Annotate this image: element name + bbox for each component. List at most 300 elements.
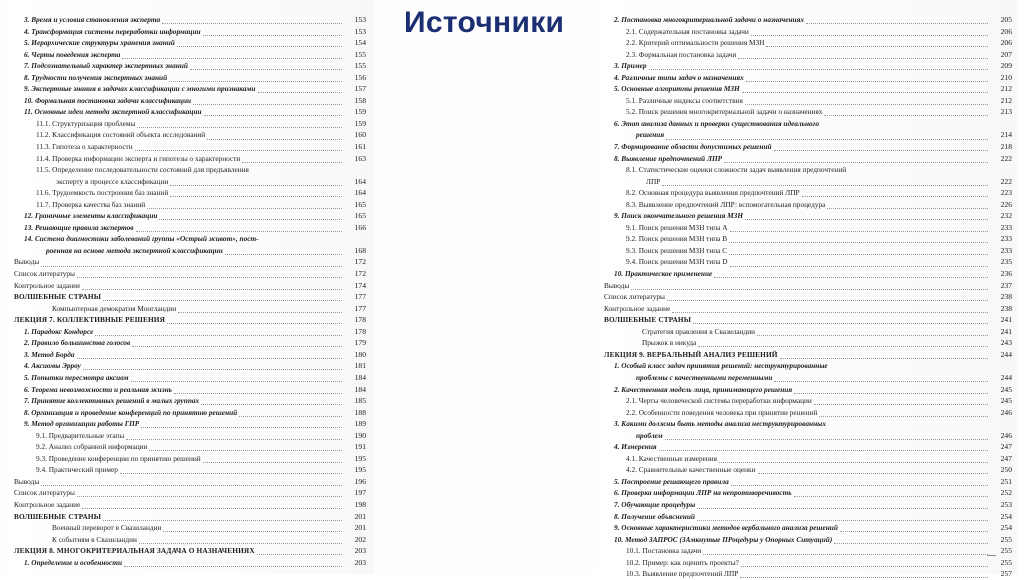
toc-entry[interactable] — [14, 557, 366, 569]
toc-entry-label: 5.2. Поиск решения многокритериальной задачи о назначениях — [626, 107, 823, 117]
toc-entry-label: 7. Подсознательный характер экспертных знаний — [24, 61, 188, 71]
toc-leader-dots — [261, 242, 342, 243]
toc-leader-dots — [766, 45, 988, 47]
toc-entry[interactable] — [604, 118, 1012, 130]
toc-leader-dots — [174, 392, 342, 394]
toc-entry-label: 2.2. Критерий оптимальности решения МЗН — [626, 38, 765, 48]
toc-entry-label: 14. Система диагностики заболеваний группы «Острый живот», пост- — [24, 234, 259, 244]
toc-leader-dots — [665, 438, 988, 440]
toc-leader-dots — [848, 173, 988, 174]
toc-leader-dots — [714, 276, 988, 278]
toc-entry-page-number: 252 — [1000, 488, 1012, 498]
toc-entry-page-number: 164 — [354, 188, 366, 198]
toc-leader-dots — [693, 322, 988, 324]
toc-entry-label: 13. Решающие правила экспертов — [24, 222, 134, 232]
toc-entry[interactable] — [14, 199, 366, 211]
toc-entry[interactable] — [604, 337, 1012, 349]
toc-entry[interactable] — [604, 476, 1012, 488]
toc-entry-label: 7. Принятие коллективных решений в малых группах — [24, 396, 200, 406]
toc-entry[interactable] — [604, 534, 1012, 546]
toc-entry-label: ЛЕКЦИЯ 7. КОЛЛЕКТИВНЫЕ РЕШЕНИЯ — [14, 315, 166, 325]
toc-entry-label: 9.3. Проведение конференции по принятию решений — [36, 453, 201, 463]
toc-entry[interactable] — [604, 83, 1012, 95]
toc-entry-page-number: 161 — [354, 142, 366, 152]
toc-entry[interactable] — [604, 499, 1012, 511]
toc-entry-page-number: 254 — [1000, 511, 1012, 521]
toc-leader-dots — [729, 253, 988, 255]
toc-leader-dots — [203, 34, 342, 36]
toc-entry[interactable] — [14, 37, 366, 49]
toc-entry-label: 8. Организация и проведение конференций по принятию решений — [24, 407, 238, 417]
toc-entry[interactable] — [604, 511, 1012, 523]
toc-entry[interactable] — [14, 256, 366, 268]
toc-entry[interactable] — [604, 60, 1012, 72]
toc-leader-dots — [41, 484, 342, 486]
toc-entry-label: 6. Этап анализа данных и проверки существования идеального — [614, 118, 820, 128]
toc-entry-label: 2.3. Формальная постановка задачи — [626, 49, 737, 59]
toc-entry[interactable] — [604, 141, 1012, 153]
toc-entry-label: 11.4. Проверка информации эксперта и гипотезы о характерности — [36, 153, 241, 163]
toc-entry-page-number: 218 — [1000, 142, 1012, 152]
toc-entry-label: Список литературы — [604, 292, 665, 302]
toc-entry-label: 11.2. Классификация состояний объекта исследований — [36, 130, 206, 140]
toc-leader-dots — [120, 472, 342, 474]
toc-leader-dots — [136, 230, 342, 232]
toc-leader-dots — [122, 57, 342, 59]
toc-entry-page-number: 214 — [1000, 130, 1012, 140]
toc-entry-page-number: 158 — [354, 95, 366, 105]
toc-entry[interactable] — [604, 222, 1012, 234]
toc-leader-dots — [821, 127, 988, 128]
toc-entry-label: 9.4. Практический пример — [36, 465, 118, 475]
toc-entry-label: 10.3. Выявление предпочтений ЛПР — [626, 569, 739, 579]
toc-entry-page-number: 238 — [1000, 292, 1012, 302]
toc-entry-label: Контрольное задание — [14, 499, 81, 509]
toc-entry-page-number: 223 — [1000, 188, 1012, 198]
toc-entry-label: роенная на основе метода экспертной классификации — [46, 245, 223, 255]
toc-entry-label: 1. Парадокс Кондорсе — [24, 326, 94, 336]
toc-entry[interactable] — [14, 291, 366, 303]
toc-leader-dots — [167, 322, 342, 324]
toc-entry[interactable] — [604, 360, 1012, 372]
toc-entry[interactable] — [14, 95, 366, 107]
toc-entry[interactable] — [14, 499, 366, 511]
toc-entry[interactable] — [14, 430, 366, 442]
toc-entry[interactable] — [604, 280, 1012, 292]
toc-entry-page-number: 178 — [354, 315, 366, 325]
toc-leader-dots — [170, 184, 342, 186]
toc-entry-label: 9. Основные характеристики методов вербального анализа решений — [614, 523, 838, 533]
toc-leader-dots — [207, 138, 342, 140]
toc-entry[interactable] — [14, 441, 366, 453]
scan-corner-mark — [987, 555, 996, 556]
toc-entry-page-number: 202 — [354, 534, 366, 544]
toc-entry[interactable] — [604, 418, 1012, 430]
toc-entry[interactable] — [604, 95, 1012, 107]
toc-leader-dots — [774, 380, 988, 382]
toc-entry-label: 8.2. Основная процедура выявления предпочтений ЛПР — [626, 188, 800, 198]
toc-entry-page-number: 190 — [354, 430, 366, 440]
toc-entry[interactable] — [604, 129, 1012, 141]
toc-entry-page-number: 197 — [354, 488, 366, 498]
toc-entry[interactable] — [604, 441, 1012, 453]
toc-entry-label: 11.3. Гипотеза о характерности — [36, 142, 133, 152]
toc-entry[interactable] — [14, 487, 366, 499]
toc-entry[interactable] — [14, 464, 366, 476]
toc-entry-label: 2.1. Черты человеческой системы переработки информации — [626, 396, 812, 406]
toc-leader-dots — [239, 415, 342, 417]
toc-entry[interactable] — [14, 176, 366, 188]
toc-leader-dots — [83, 368, 342, 370]
toc-leader-dots — [703, 553, 988, 555]
toc-entry[interactable] — [604, 106, 1012, 118]
toc-entry-page-number: 250 — [1000, 465, 1012, 475]
toc-entry-label: 9. Поиск окончательного решения МЗН — [614, 211, 744, 221]
toc-entry[interactable] — [14, 418, 366, 430]
toc-entry[interactable] — [604, 522, 1012, 534]
toc-entry[interactable] — [14, 453, 366, 465]
toc-entry-page-number: 233 — [1000, 234, 1012, 244]
toc-entry[interactable] — [14, 164, 366, 176]
toc-leader-dots — [806, 22, 988, 24]
toc-leader-dots — [159, 218, 342, 220]
toc-entry[interactable] — [14, 60, 366, 72]
toc-leader-dots — [824, 114, 988, 116]
toc-entry-label: эксперту в процессе классификации — [56, 176, 169, 186]
toc-entry[interactable] — [604, 453, 1012, 465]
toc-entry-label: проблемы с качественными переменными — [636, 372, 773, 382]
toc-entry-label: 9. Метод организации работы ГПР — [24, 419, 140, 429]
toc-entry-label: 9.1. Поиск решения МЗН типа A — [626, 222, 728, 232]
toc-entry-label: 1. Особый класс задач принятия решений: неструктурированные — [614, 361, 828, 371]
toc-entry-page-number: 238 — [1000, 303, 1012, 313]
toc-entry-label: 9.2. Анализ собранной информации — [36, 442, 148, 452]
toc-entry-page-number: 212 — [1000, 84, 1012, 94]
toc-entry[interactable] — [14, 407, 366, 419]
toc-entry-page-number: 235 — [1000, 257, 1012, 267]
toc-entry-label: 12. Граничные элементы классификации — [24, 211, 158, 221]
toc-entry[interactable] — [14, 326, 366, 338]
toc-entry-page-number: 180 — [354, 349, 366, 359]
toc-entry-label: 8.3. Выявление предпочтений ЛПР: вспомогательная процедура — [626, 199, 826, 209]
toc-entry-page-number: 206 — [1000, 26, 1012, 36]
toc-entry[interactable] — [14, 129, 366, 141]
toc-entry-page-number: 253 — [1000, 499, 1012, 509]
toc-entry[interactable] — [604, 245, 1012, 257]
toc-entry[interactable] — [14, 49, 366, 61]
toc-entry[interactable] — [14, 72, 366, 84]
toc-leader-dots — [201, 403, 342, 405]
toc-leader-dots — [794, 495, 988, 497]
toc-entry[interactable] — [604, 430, 1012, 442]
toc-leader-dots — [724, 161, 988, 163]
toc-entry-label: 2.2. Особенности поведения человека при принятии решений — [626, 407, 818, 417]
toc-leader-dots — [745, 103, 988, 105]
toc-leader-dots — [729, 241, 988, 243]
toc-entry[interactable] — [14, 83, 366, 95]
toc-leader-dots — [840, 530, 988, 532]
toc-entry[interactable] — [604, 210, 1012, 222]
toc-entry-label: ЛЕКЦИЯ 9. ВЕРБАЛЬНЫЙ АНАЛИЗ РЕШЕНИЙ — [604, 349, 778, 359]
toc-leader-dots — [834, 542, 988, 544]
toc-leader-dots — [719, 461, 988, 463]
toc-entry-page-number: 213 — [1000, 107, 1012, 117]
toc-entry[interactable] — [14, 395, 366, 407]
toc-entry[interactable] — [604, 545, 1012, 557]
toc-entry[interactable] — [14, 349, 366, 361]
toc-entry[interactable] — [14, 118, 366, 130]
toc-entry[interactable] — [604, 176, 1012, 188]
toc-entry[interactable] — [604, 164, 1012, 176]
toc-entry[interactable] — [604, 199, 1012, 211]
toc-entry-label: 6. Теорема невозможности и реальная жизнь — [24, 384, 172, 394]
toc-entry[interactable] — [14, 245, 366, 257]
toc-entry-label: 5.1. Различные индексы соответствия — [626, 95, 743, 105]
toc-entry-label: 3. Пример — [614, 61, 647, 71]
toc-entry[interactable] — [604, 326, 1012, 338]
toc-leader-dots — [697, 507, 988, 509]
toc-leader-dots — [828, 427, 988, 428]
toc-entry[interactable] — [604, 349, 1012, 361]
toc-entry-page-number: 154 — [354, 38, 366, 48]
toc-entry-label: ЛПР — [646, 176, 661, 186]
toc-entry[interactable] — [14, 141, 366, 153]
toc-leader-dots — [774, 149, 988, 151]
toc-entry-page-number: 178 — [354, 326, 366, 336]
toc-leader-dots — [178, 311, 342, 313]
toc-entry-label: решения — [636, 130, 665, 140]
toc-entry-label: Выводы — [14, 476, 40, 486]
toc-entry-label: 9.2. Поиск решения МЗН типа B — [626, 234, 728, 244]
toc-entry-page-number: 198 — [354, 499, 366, 509]
toc-entry-page-number: 184 — [354, 372, 366, 382]
toc-entry[interactable] — [14, 384, 366, 396]
toc-entry-label: 3. Время и условия становления эксперта — [24, 15, 161, 24]
toc-entry-label: Военный переворот в Свазиландии — [52, 523, 162, 533]
toc-entry-label: 11. Основные идеи метода экспертной классификации — [24, 107, 202, 117]
toc-entry[interactable] — [14, 187, 366, 199]
toc-entry[interactable] — [14, 534, 366, 546]
toc-entry[interactable] — [604, 407, 1012, 419]
toc-entry-label: Выводы — [604, 280, 630, 290]
toc-entry-page-number: 222 — [1000, 153, 1012, 163]
toc-entry-label: 5. Иерархические структуры хранения знаний — [24, 38, 175, 48]
toc-leader-dots — [794, 392, 988, 394]
toc-entry-label: 10.1. Постановка задачи — [626, 546, 702, 556]
toc-entry[interactable] — [14, 372, 366, 384]
toc-leader-dots — [77, 276, 342, 278]
toc-entry[interactable] — [14, 545, 366, 557]
toc-leader-dots — [251, 173, 342, 174]
toc-entry[interactable] — [604, 26, 1012, 38]
toc-entry-label: 11.6. Трудоемкость построения баз знаний — [36, 188, 169, 198]
toc-entry-label: Список литературы — [14, 488, 75, 498]
toc-entry-page-number: 255 — [1000, 546, 1012, 556]
toc-entry[interactable] — [14, 268, 366, 280]
toc-entry-label: ВОЛШЕБНЫЕ СТРАНЫ — [604, 315, 692, 325]
toc-leader-dots — [746, 80, 988, 82]
toc-entry-page-number: 177 — [354, 292, 366, 302]
toc-entry-label: Компьютерная демократия Монгландии — [52, 303, 177, 313]
toc-entry[interactable] — [604, 372, 1012, 384]
toc-entry-page-number: 247 — [1000, 453, 1012, 463]
toc-entry-label: 11.1. Структуризация проблемы — [36, 118, 136, 128]
toc-entry-label: 10. Метод ЗАПРОС (ЗАмкнутые ПРоцедуры у Опорных Ситуаций) — [614, 534, 833, 544]
toc-entry[interactable] — [604, 395, 1012, 407]
toc-leader-dots — [177, 45, 342, 47]
toc-entry[interactable] — [604, 464, 1012, 476]
toc-entry[interactable] — [604, 14, 1012, 26]
toc-leader-dots — [190, 68, 342, 70]
toc-entry-page-number: 232 — [1000, 211, 1012, 221]
toc-leader-dots — [132, 345, 342, 347]
toc-entry-label: ЛЕКЦИЯ 8. МНОГОКРИТЕРИАЛЬНАЯ ЗАДАЧА О НАЗНАЧЕНИЯХ — [14, 546, 255, 556]
toc-entry-label: Список литературы — [14, 269, 75, 279]
toc-entry-label: 2. Правило большинства голосов — [24, 338, 131, 348]
toc-leader-dots — [830, 369, 988, 370]
toc-entry-page-number: 233 — [1000, 222, 1012, 232]
toc-entry[interactable] — [14, 314, 366, 326]
toc-entry-page-number: 160 — [354, 130, 366, 140]
toc-entry-page-number: 189 — [354, 419, 366, 429]
toc-entry[interactable] — [14, 106, 366, 118]
toc-entry[interactable] — [14, 222, 366, 234]
toc-leader-dots — [170, 195, 342, 197]
toc-entry[interactable] — [604, 314, 1012, 326]
toc-leader-dots — [741, 565, 988, 567]
toc-entry-label: 9.4. Поиск решения МЗН типа D — [626, 257, 728, 267]
toc-entry[interactable] — [604, 37, 1012, 49]
toc-entry[interactable] — [14, 26, 366, 38]
toc-entry[interactable] — [604, 384, 1012, 396]
toc-entry[interactable] — [604, 72, 1012, 84]
toc-entry[interactable] — [604, 49, 1012, 61]
toc-entry-page-number: 222 — [1000, 176, 1012, 186]
toc-entry-page-number: 205 — [1000, 15, 1012, 24]
toc-entry-page-number: 165 — [354, 211, 366, 221]
toc-leader-dots — [730, 230, 988, 232]
toc-entry-page-number: 166 — [354, 222, 366, 232]
toc-entry[interactable] — [604, 153, 1012, 165]
toc-leader-dots — [819, 415, 988, 417]
toc-entry[interactable] — [14, 153, 366, 165]
toc-entry-page-number: 155 — [354, 61, 366, 71]
toc-leader-dots — [745, 218, 988, 220]
toc-leader-dots — [82, 507, 342, 509]
toc-entry[interactable] — [604, 233, 1012, 245]
toc-entry[interactable] — [14, 476, 366, 488]
toc-entry-label: Прыжок в никуда — [642, 338, 697, 348]
toc-entry[interactable] — [14, 522, 366, 534]
toc-entry-page-number: 243 — [1000, 338, 1012, 348]
toc-leader-dots — [740, 576, 988, 578]
toc-entry[interactable] — [14, 511, 366, 523]
toc-leader-dots — [137, 126, 342, 128]
toc-entry-label: 8.1. Статистические оценки сложности задач выявления предпочтений — [626, 165, 847, 175]
toc-entry[interactable] — [604, 187, 1012, 199]
toc-entry-label: 2.1. Содержательная постановка задачи — [626, 26, 749, 36]
toc-entry[interactable] — [14, 14, 366, 26]
toc-leader-dots — [827, 207, 988, 209]
toc-entry-label: 8. Выявление предпочтений ЛПР — [614, 153, 723, 163]
toc-entry-label: Контрольное задание — [604, 303, 671, 313]
toc-leader-dots — [163, 530, 342, 532]
toc-leader-dots — [802, 195, 988, 197]
toc-entry-label: 6. Проверка информации ЛПР на непротиворечивость — [614, 488, 792, 498]
toc-leader-dots — [814, 403, 988, 405]
toc-entry[interactable] — [604, 256, 1012, 268]
toc-entry-page-number: 244 — [1000, 372, 1012, 382]
toc-entry[interactable] — [14, 360, 366, 372]
toc-entry[interactable] — [14, 303, 366, 315]
toc-leader-dots — [666, 138, 988, 140]
toc-entry-label: 5. Попытки пересмотра аксиом — [24, 372, 129, 382]
toc-leader-dots — [82, 288, 342, 290]
toc-entry[interactable] — [604, 568, 1012, 580]
toc-leader-dots — [672, 311, 988, 313]
toc-entry[interactable] — [604, 303, 1012, 315]
toc-entry-label: 5. Построение решающего правила — [614, 476, 729, 486]
toc-entry[interactable] — [604, 557, 1012, 569]
toc-leader-dots — [139, 542, 342, 544]
toc-entry-page-number: 153 — [354, 15, 366, 24]
toc-entry-page-number: 210 — [1000, 72, 1012, 82]
toc-leader-dots — [149, 449, 342, 451]
toc-leader-dots — [758, 472, 988, 474]
toc-entry[interactable] — [14, 337, 366, 349]
toc-entry-page-number: 247 — [1000, 442, 1012, 452]
toc-entry-label: 4. Различные типы задач о назначениях — [614, 72, 744, 82]
toc-entry[interactable] — [604, 268, 1012, 280]
toc-leader-dots — [649, 68, 988, 70]
toc-leader-dots — [124, 565, 342, 567]
toc-entry-page-number: 241 — [1000, 315, 1012, 325]
toc-leader-dots — [103, 519, 342, 521]
toc-entry-label: 3. Какими должны быть методы анализа неструктурированных — [614, 419, 826, 429]
toc-entry[interactable] — [14, 210, 366, 222]
toc-entry-label: 9. Экспертные знания в задачах классификации с многими признаками — [24, 84, 256, 94]
toc-entry-page-number: 153 — [354, 26, 366, 36]
toc-leader-dots — [95, 334, 342, 336]
toc-leader-dots — [135, 149, 342, 151]
toc-entry[interactable] — [14, 233, 366, 245]
toc-entry-label: 6. Черты поведения эксперта — [24, 49, 121, 59]
toc-entry-page-number: 201 — [354, 511, 366, 521]
toc-leader-dots — [103, 299, 342, 301]
toc-entry-label: 7. Формирование области допустимых решений — [614, 142, 772, 152]
toc-entry-page-number: 241 — [1000, 326, 1012, 336]
toc-entry[interactable] — [604, 291, 1012, 303]
toc-entry-page-number: 233 — [1000, 245, 1012, 255]
toc-entry-page-number: 246 — [1000, 430, 1012, 440]
toc-entry-page-number: 172 — [354, 269, 366, 279]
toc-entry-page-number: 181 — [354, 361, 366, 371]
toc-leader-dots — [193, 103, 342, 105]
toc-entry[interactable] — [14, 280, 366, 292]
toc-leader-dots — [77, 357, 342, 359]
toc-entry-page-number: 156 — [354, 72, 366, 82]
toc-entry[interactable] — [604, 487, 1012, 499]
toc-entry-label: 11.7. Проверка качества баз знаний — [36, 199, 146, 209]
toc-leader-dots — [41, 265, 342, 267]
toc-entry-label: 4. Аксиомы Эрроу — [24, 361, 81, 371]
toc-entry-label: 4. Измерения — [614, 442, 657, 452]
toc-entry-label: Стратегия правления в Свазиландии — [642, 326, 756, 336]
toc-entry-page-number: 179 — [354, 338, 366, 348]
toc-entry-page-number: 257 — [1000, 569, 1012, 579]
page-title: Источники — [404, 6, 565, 39]
toc-entry-label: 4.2. Сравнительные качественные оценки — [626, 465, 756, 475]
